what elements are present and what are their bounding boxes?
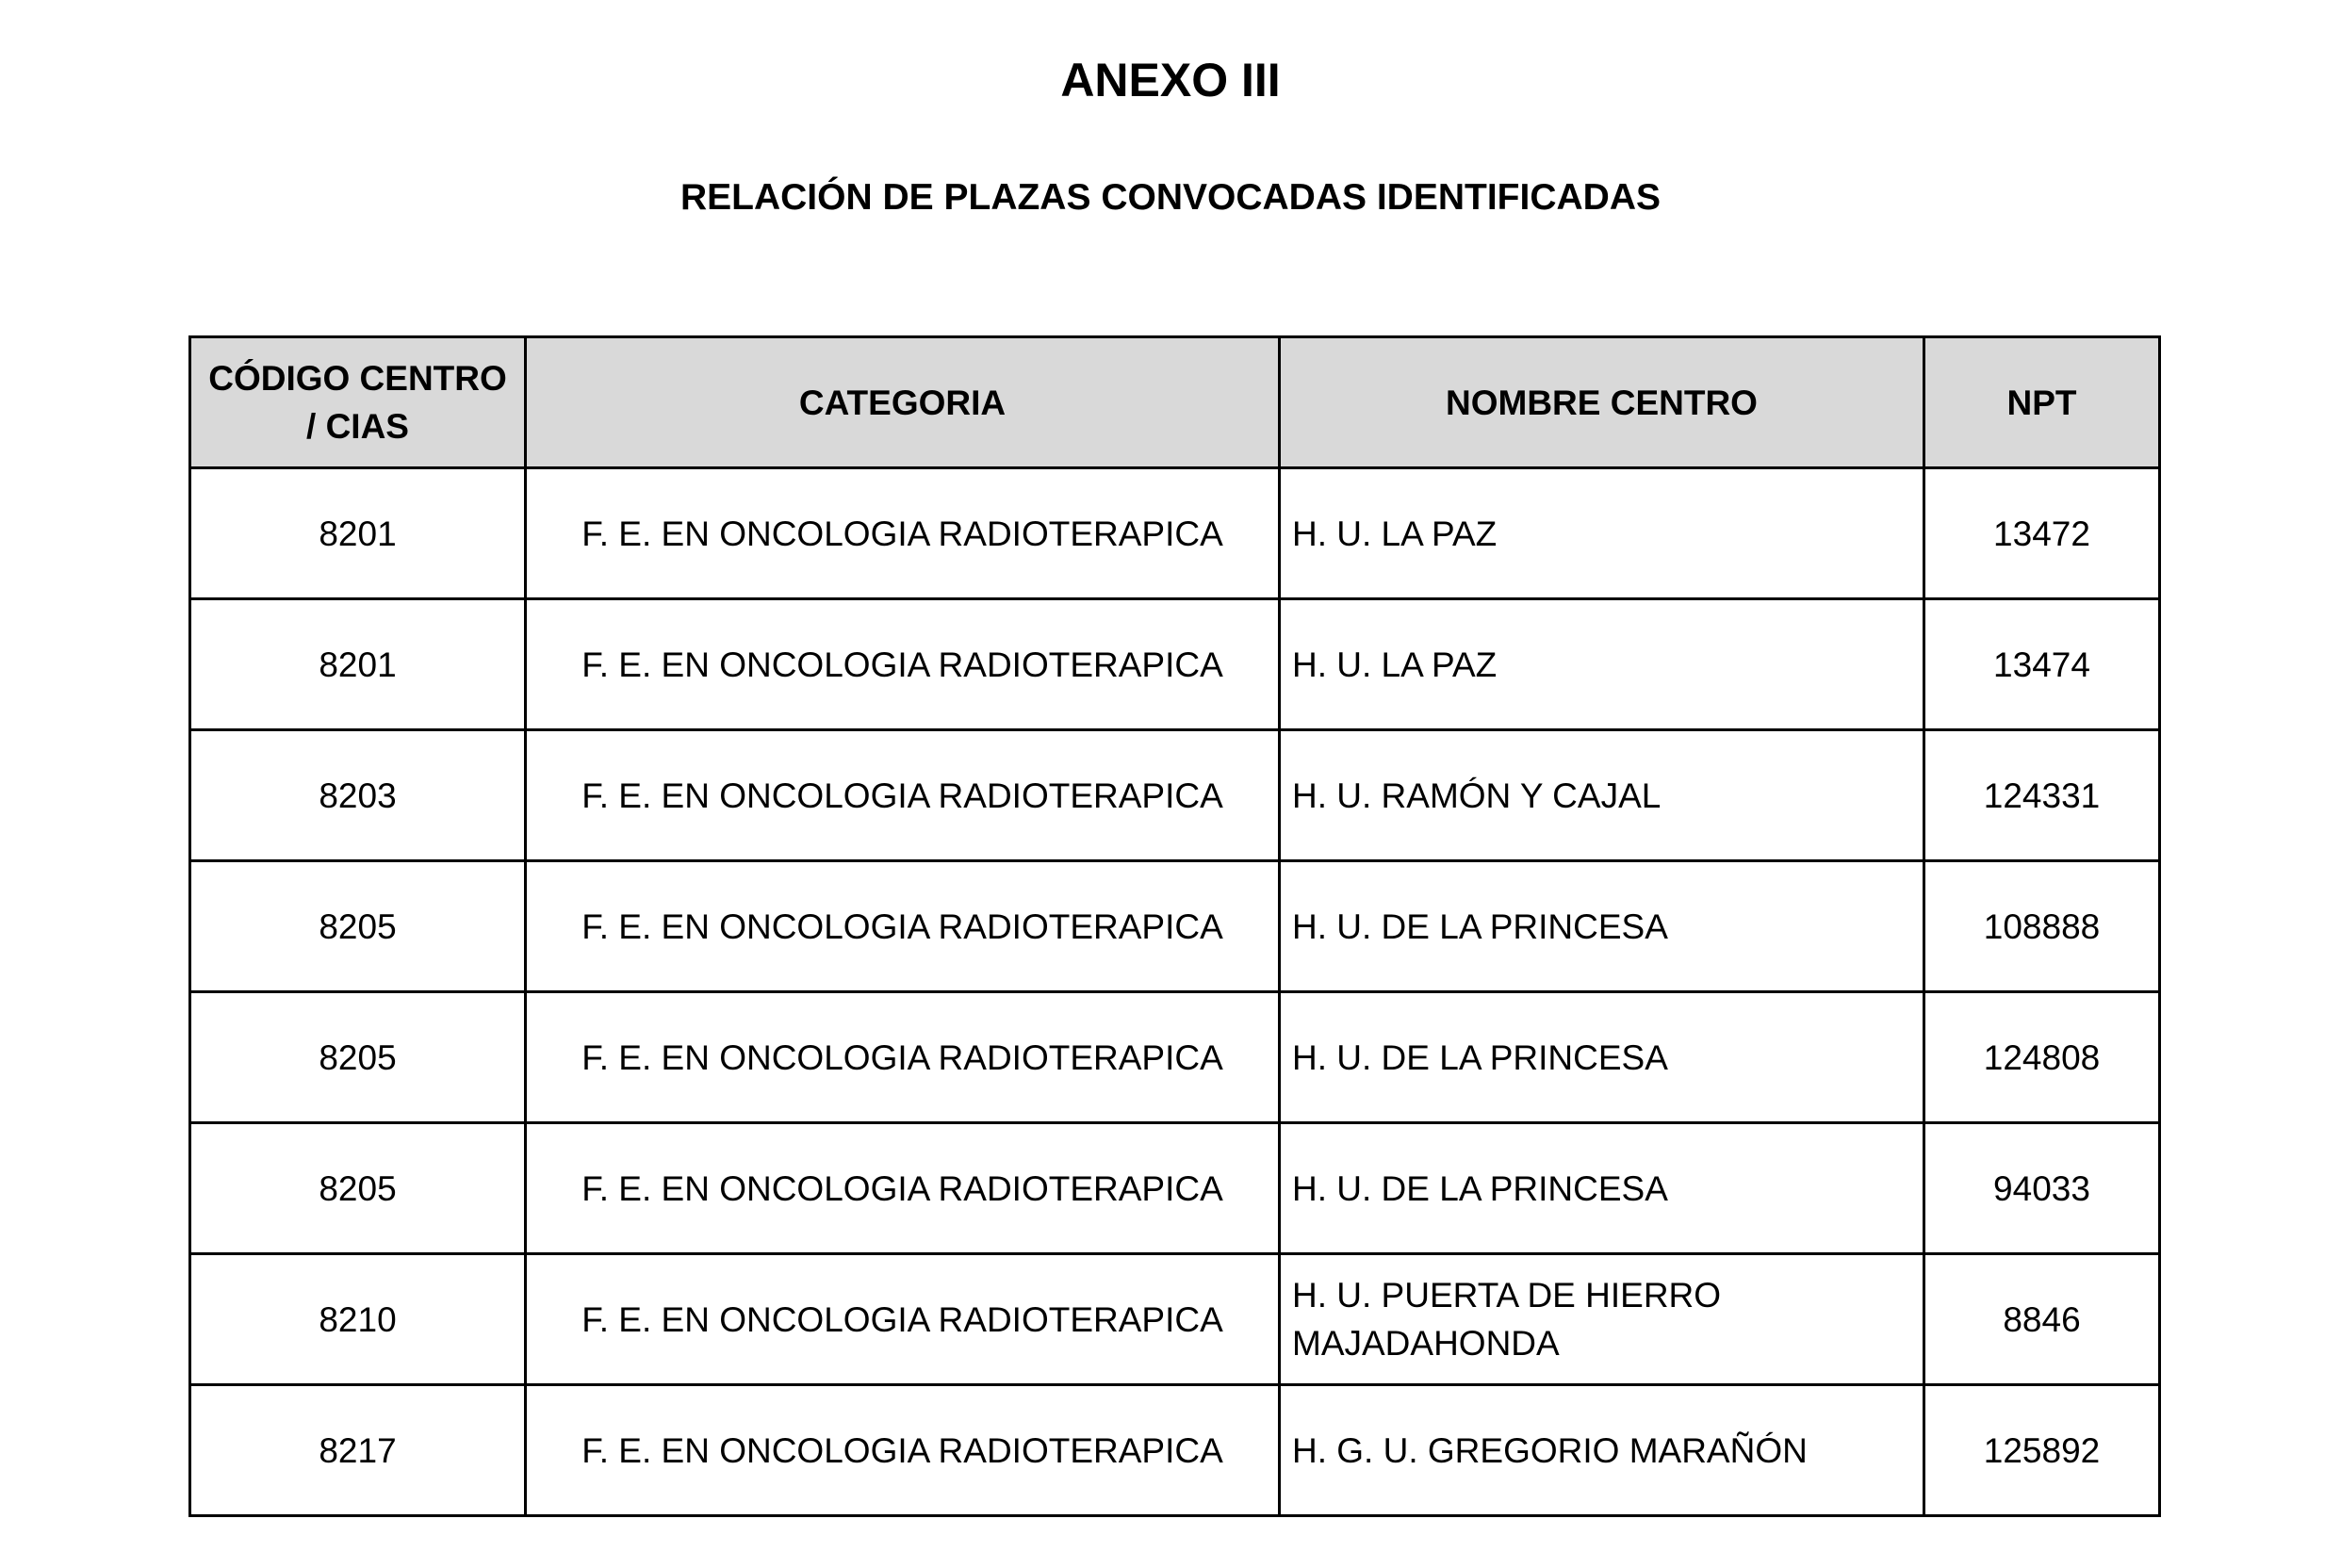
cell-codigo: 8203 xyxy=(190,730,526,861)
cell-npt: 125892 xyxy=(1924,1385,2160,1516)
table-row xyxy=(190,730,2160,861)
cell-npt: 13474 xyxy=(1924,599,2160,730)
cell-categoria: F. E. EN ONCOLOGIA RADIOTERAPICA xyxy=(526,730,1280,861)
cell-nombre-centro: H. U. PUERTA DE HIERRO MAJADAHONDA xyxy=(1280,1254,1924,1385)
cell-codigo: 8217 xyxy=(190,1385,526,1516)
table-row xyxy=(190,1123,2160,1254)
table-row xyxy=(190,992,2160,1123)
cell-npt: 13472 xyxy=(1924,468,2160,599)
cell-nombre-centro: H. U. DE LA PRINCESA xyxy=(1280,992,1924,1123)
table-header-row xyxy=(190,337,2160,468)
cell-nombre-centro: H. U. DE LA PRINCESA xyxy=(1280,1123,1924,1254)
header-categoria: CATEGORIA xyxy=(526,337,1280,468)
cell-npt: 8846 xyxy=(1924,1254,2160,1385)
cell-categoria: F. E. EN ONCOLOGIA RADIOTERAPICA xyxy=(526,599,1280,730)
cell-categoria: F. E. EN ONCOLOGIA RADIOTERAPICA xyxy=(526,992,1280,1123)
header-codigo-centro: CÓDIGO CENTRO / CIAS xyxy=(190,337,526,468)
cell-categoria: F. E. EN ONCOLOGIA RADIOTERAPICA xyxy=(526,1123,1280,1254)
cell-nombre-centro: H. U. DE LA PRINCESA xyxy=(1280,861,1924,992)
cell-nombre-centro: H. U. LA PAZ xyxy=(1280,468,1924,599)
cell-categoria: F. E. EN ONCOLOGIA RADIOTERAPICA xyxy=(526,861,1280,992)
table-row xyxy=(190,1385,2160,1516)
header-nombre-centro: NOMBRE CENTRO xyxy=(1280,337,1924,468)
table-row xyxy=(190,1254,2160,1385)
cell-npt: 124331 xyxy=(1924,730,2160,861)
cell-npt: 124808 xyxy=(1924,992,2160,1123)
header-npt: NPT xyxy=(1924,337,2160,468)
cell-npt: 108888 xyxy=(1924,861,2160,992)
cell-npt: 94033 xyxy=(1924,1123,2160,1254)
cell-nombre-centro: H. U. LA PAZ xyxy=(1280,599,1924,730)
cell-categoria: F. E. EN ONCOLOGIA RADIOTERAPICA xyxy=(526,468,1280,599)
cell-nombre-centro: H. U. RAMÓN Y CAJAL xyxy=(1280,730,1924,861)
cell-codigo: 8201 xyxy=(190,468,526,599)
table-row xyxy=(190,861,2160,992)
cell-categoria: F. E. EN ONCOLOGIA RADIOTERAPICA xyxy=(526,1385,1280,1516)
cell-codigo: 8205 xyxy=(190,992,526,1123)
document-title: ANEXO III xyxy=(1060,54,1281,106)
plazas-table xyxy=(188,335,2161,1517)
cell-codigo: 8210 xyxy=(190,1254,526,1385)
document-subtitle: RELACIÓN DE PLAZAS CONVOCADAS IDENTIFICADAS xyxy=(679,177,1662,218)
cell-nombre-centro: H. G. U. GREGORIO MARAÑÓN xyxy=(1280,1385,1924,1516)
cell-codigo: 8205 xyxy=(190,861,526,992)
cell-codigo: 8205 xyxy=(190,1123,526,1254)
table-row xyxy=(190,468,2160,599)
cell-codigo: 8201 xyxy=(190,599,526,730)
table-row xyxy=(190,599,2160,730)
cell-categoria: F. E. EN ONCOLOGIA RADIOTERAPICA xyxy=(526,1254,1280,1385)
